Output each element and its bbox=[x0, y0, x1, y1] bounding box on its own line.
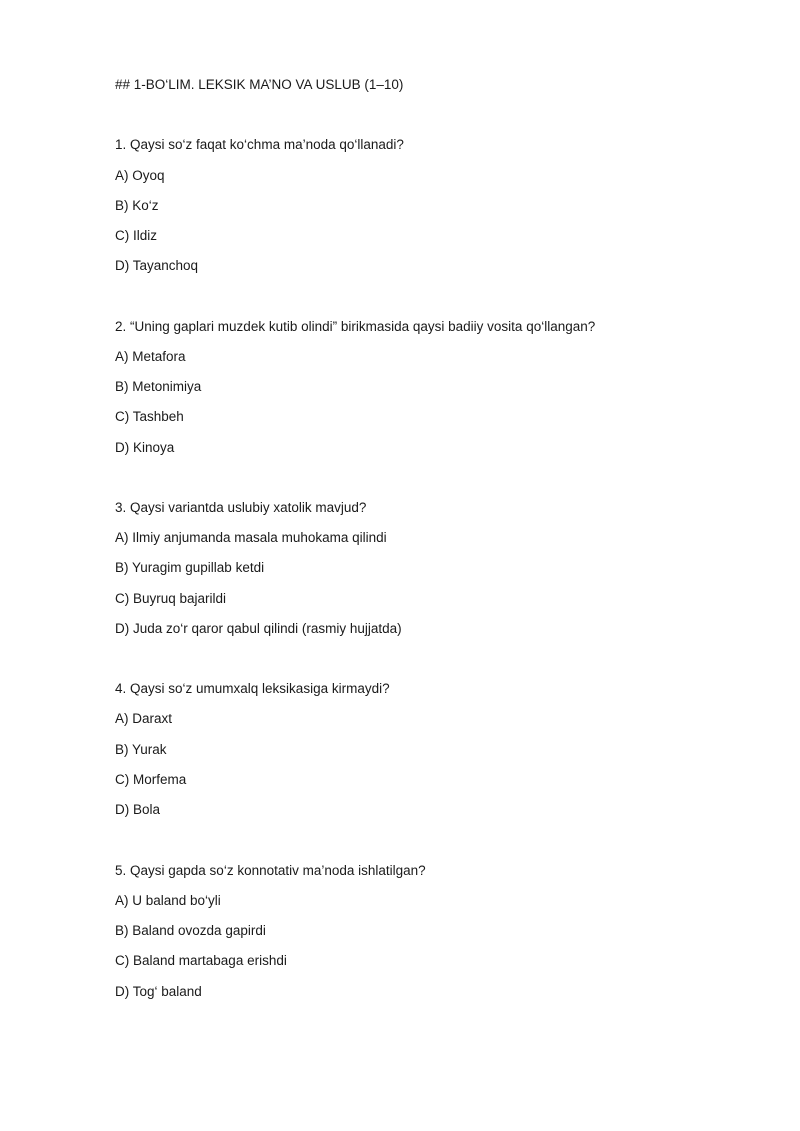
question-4-text: 4. Qaysi so‘z umumxalq leksikasiga kirmaydi? bbox=[115, 681, 390, 696]
question-2-option-b: B) Metonimiya bbox=[115, 379, 202, 394]
question-5-option-a: A) U baland bo‘yli bbox=[115, 893, 221, 908]
question-1-option-a: A) Oyoq bbox=[115, 168, 165, 183]
question-3-option-c: C) Buyruq bajarildi bbox=[115, 591, 227, 606]
question-4-option-b: B) Yurak bbox=[115, 742, 167, 757]
question-5-option-c: C) Baland martabaga erishdi bbox=[115, 953, 287, 968]
question-3-option-a: A) Ilmiy anjumanda masala muhokama qilindi bbox=[115, 530, 387, 545]
question-5-option-b: B) Baland ovozda gapirdi bbox=[115, 923, 266, 938]
question-1-option-c: C) Ildiz bbox=[115, 228, 158, 243]
section-heading: ## 1-BO‘LIM. LEKSIK MA’NO VA USLUB (1–10) bbox=[115, 77, 404, 92]
question-5-text: 5. Qaysi gapda so‘z konnotativ ma’noda ishlatilgan? bbox=[115, 863, 426, 878]
question-1-option-b: B) Ko‘z bbox=[115, 198, 159, 213]
question-2-option-d: D) Kinoya bbox=[115, 440, 175, 455]
question-1-text: 1. Qaysi so‘z faqat ko‘chma ma’noda qo‘llanadi? bbox=[115, 137, 404, 152]
question-4-option-d: D) Bola bbox=[115, 802, 161, 817]
question-3-option-d: D) Juda zo‘r qaror qabul qilindi (rasmiy hujjatda) bbox=[115, 621, 402, 636]
question-4-option-c: C) Morfema bbox=[115, 772, 187, 787]
question-2-option-a: A) Metafora bbox=[115, 349, 186, 364]
question-5-option-d: D) Tog‘ baland bbox=[115, 984, 202, 999]
question-2-option-c: C) Tashbeh bbox=[115, 409, 184, 424]
question-1-option-d: D) Tayanchoq bbox=[115, 258, 199, 273]
question-4-option-a: A) Daraxt bbox=[115, 711, 173, 726]
question-3-option-b: B) Yuragim gupillab ketdi bbox=[115, 560, 265, 575]
question-2-text: 2. “Uning gaplari muzdek kutib olindi” birikmasida qaysi badiiy vosita qo‘llangan? bbox=[115, 319, 596, 334]
question-3-text: 3. Qaysi variantda uslubiy xatolik mavjud? bbox=[115, 500, 367, 515]
